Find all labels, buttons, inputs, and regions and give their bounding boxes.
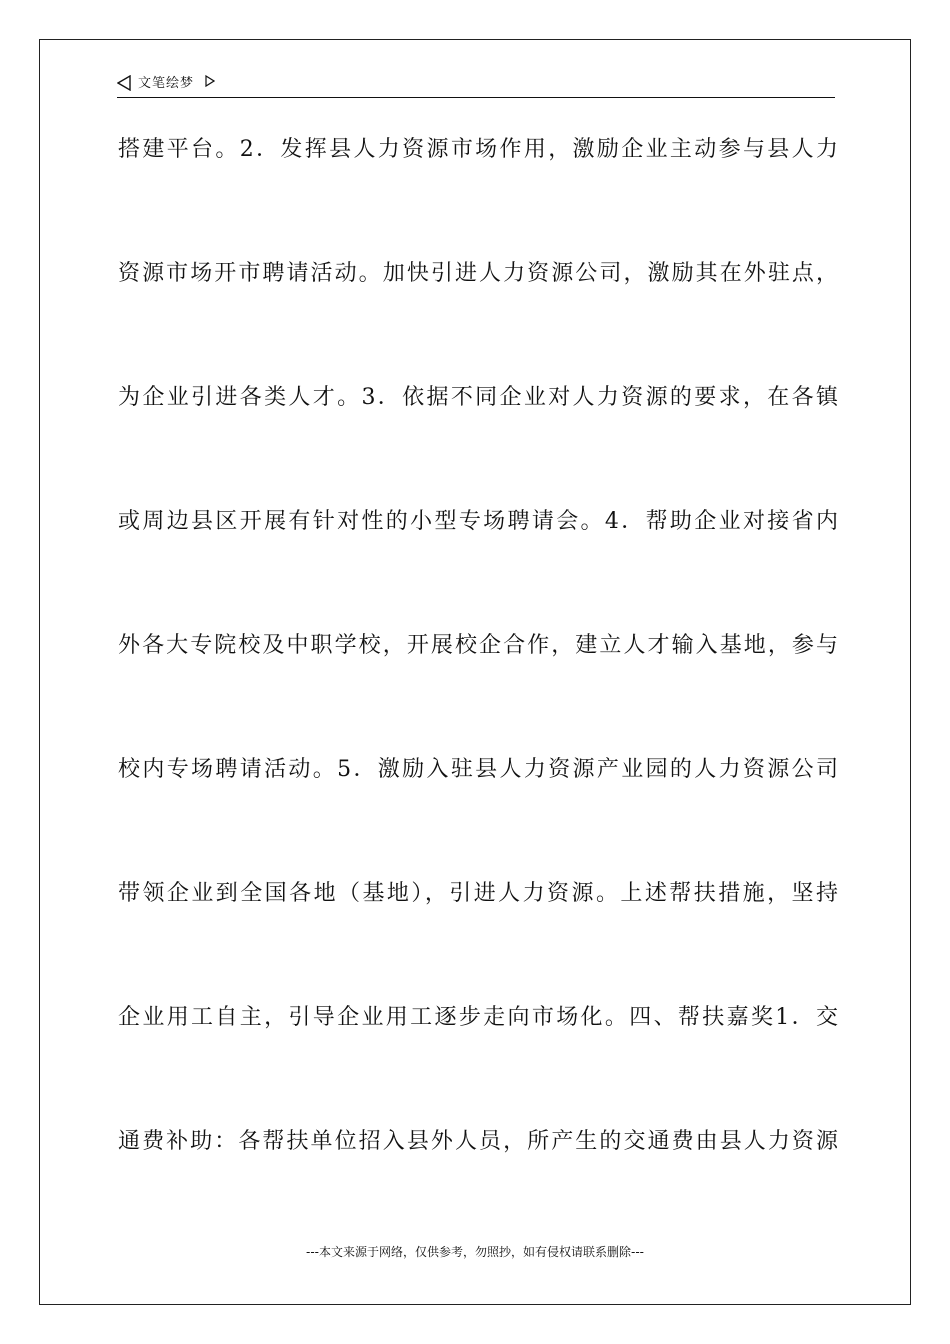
header-title: 文笔绘梦 [138,76,195,91]
body-text-line: 企业用工自主，引导企业用工逐步走向市场化。四、帮扶嘉奖1．交 [118,1005,838,1030]
body-text-line: 通费补助：各帮扶单位招入县外人员，所产生的交通费由县人力资源 [118,1129,838,1154]
footer-disclaimer: ---本文来源于网络，仅供参考，勿照抄，如有侵权请联系删除--- [306,1245,644,1259]
body-text-line: 资源市场开市聘请活动。加快引进人力资源公司，激励其在外驻点， [118,261,838,286]
page-frame [39,39,911,1305]
triangle-left-outline-icon [117,75,131,91]
body-text-line: 或周边县区开展有针对性的小型专场聘请会。4．帮助企业对接省内 [118,509,838,534]
triangle-right-small-icon [205,74,215,88]
body-text-line: 校内专场聘请活动。5．激励入驻县人力资源产业园的人力资源公司 [118,757,838,782]
body-text-line: 搭建平台。2．发挥县人力资源市场作用，激励企业主动参与县人力 [118,137,838,162]
body-text-line: 带领企业到全国各地（基地），引进人力资源。上述帮扶措施，坚持 [118,881,838,906]
body-text-line: 为企业引进各类人才。3．依据不同企业对人力资源的要求，在各镇 [118,385,838,410]
body-text-line: 外各大专院校及中职学校，开展校企合作，建立人才输入基地，参与 [118,633,838,658]
page-header [117,72,835,98]
